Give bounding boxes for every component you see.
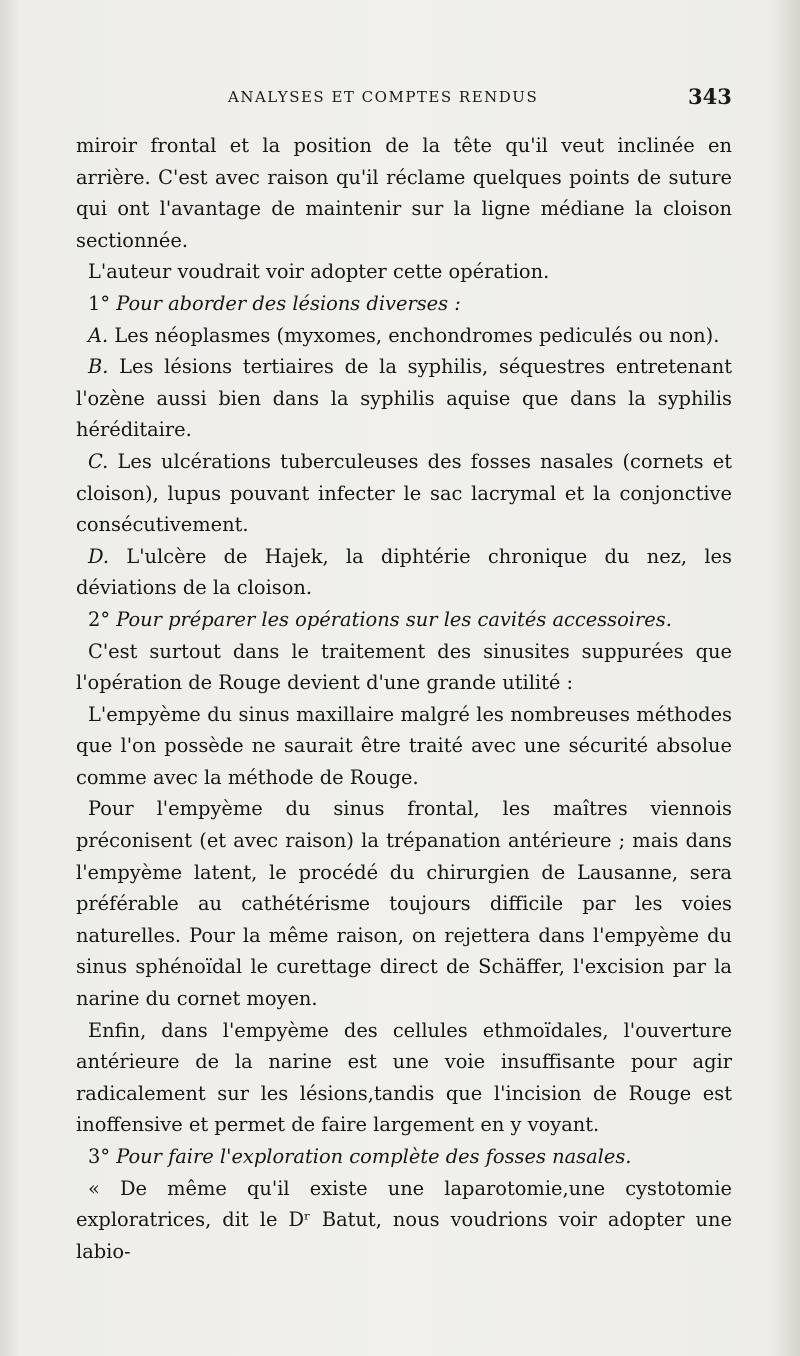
paragraph-6: Enfin, dans l'empyème des cellules ethmoïdales, l'ouverture antérieure de la narine est une voie insuffisante pour agir radicalement sur les lésions,tandis que l'incision de Rouge est inoffensive et permet de faire largement en y voyant.	[76, 1018, 732, 1137]
item-b	[76, 351, 732, 446]
paragraph-2: L'auteur voudrait voir adopter cette opération.	[88, 260, 550, 284]
section-title-2: Pour préparer les opérations sur les cavités accessoires.	[116, 607, 672, 631]
paragraph-7: « De même qu'il existe une laparotomie,une cystotomie exploratrices, dit le Dʳ Batut, nous voudrions voir adopter une labio-	[76, 1176, 732, 1263]
section-heading-3	[76, 1141, 732, 1173]
item-a-label: A.	[88, 323, 109, 347]
paragraph-1: miroir frontal et la position de la tête qu'il veut inclinée en arrière. C'est avec raison qu'il réclame quelques points de suture qui ont l'avantage de maintenir sur la ligne médiane la cloison sectionnée.	[76, 134, 732, 252]
page-number: 343	[688, 84, 732, 109]
running-title: ANALYSES ET COMPTES RENDUS	[228, 88, 539, 106]
paragraph-5: Pour l'empyème du sinus frontal, les maîtres viennois préconisent (et avec raison) la trépanation antérieure ; mais dans l'empyème latent, le procédé du chirurgien de Lausanne, sera préférable au cathétérisme toujours difficile par les voies naturelles. Pour la même raison, on rejettera dans l'empyème du sinus sphénoïdal le curettage direct de Schäffer, l'excision par la narine du cornet moyen.	[76, 797, 732, 1011]
section-title-1: Pour aborder des lésions diverses :	[116, 291, 461, 315]
item-d-label: D.	[88, 544, 110, 568]
item-a	[76, 320, 732, 352]
item-d	[76, 541, 732, 604]
section-heading-1	[76, 288, 732, 320]
section-number-2: 2°	[88, 607, 111, 631]
running-header	[0, 80, 800, 120]
item-c-text: Les ulcérations tuberculeuses des fosses nasales (cornets et cloison), lupus pouvant infecter le sac lacrymal et la conjonctive consécutivement.	[76, 449, 732, 537]
paragraph-3: C'est surtout dans le traitement des sinusites suppurées que l'opération de Rouge devient d'une grande utilité :	[76, 639, 732, 695]
paragraph-4: L'empyème du sinus maxillaire malgré les nombreuses méthodes que l'on possède ne saurait être traité avec une sécurité absolue comme avec la méthode de Rouge.	[76, 702, 732, 789]
item-b-text: Les lésions tertiaires de la syphilis, séquestres entretenant l'ozène aussi bien dans la syphilis aquise que dans la syphilis héréditaire.	[76, 355, 732, 442]
item-d-text: L'ulcère de Hajek, la diphtérie chronique du nez, les déviations de la cloison.	[76, 544, 732, 600]
section-title-3: Pour faire l'exploration complète des fosses nasales.	[116, 1145, 632, 1168]
item-c	[76, 446, 732, 541]
section-number-1: 1°	[88, 291, 111, 315]
section-heading-2	[76, 604, 732, 636]
item-a-text: Les néoplasmes (myxomes, enchondromes pediculés ou non).	[114, 323, 720, 347]
item-b-label: B.	[88, 355, 109, 379]
section-number-3: 3°	[88, 1145, 111, 1168]
item-c-label: C.	[88, 449, 109, 473]
body-text	[76, 130, 732, 1267]
